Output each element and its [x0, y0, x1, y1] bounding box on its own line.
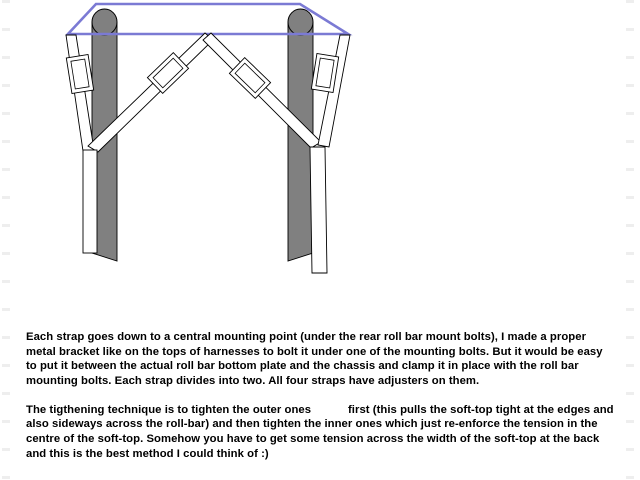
- caption-block: [26, 330, 616, 461]
- roll-bar-left-cap: [92, 9, 117, 35]
- adjuster-outer-left-body: [66, 55, 93, 94]
- mounting-strap-left-band: [83, 150, 97, 253]
- caption-paragraph-2: [26, 403, 616, 461]
- diagram-svg: [0, 0, 400, 300]
- caption-paragraph-2-lead: The tigthening technique is to tighten the outer ones: [26, 403, 312, 416]
- mounting-strap-left: [83, 150, 97, 253]
- caption-paragraph-2-rest: first (this pulls the soft-top tight at the edges and also sideways across the roll-bar) and then tighten the inner ones which just re-enforce the tension in the centre of the soft-top. Somehow you have to get some tension across the width of the soft-top at the back and this is the best method I could think of :): [26, 403, 614, 460]
- strap-outer-left: [66, 35, 94, 151]
- right-edge-artifact: [626, 0, 634, 480]
- roll-bar-right-cap: [288, 9, 313, 35]
- mounting-strap-right-band: [310, 147, 327, 273]
- mounting-strap-right: [310, 147, 327, 273]
- caption-paragraph-1: Each strap goes down to a central mounting point (under the rear roll bar mount bolts), I made a proper metal bracket like on the tops of harnesses to bolt it under one of the mounting bolts. But it would be easy to put it between the actual roll bar bottom plate and the chassis and clamp it in place with the roll bar mounting bolts. Each strap divides into two. All four straps have adjusters on them.: [26, 331, 603, 387]
- strap-outer-left-band: [66, 35, 94, 151]
- roll-bar-strap-diagram: [0, 0, 400, 300]
- adjuster-outer-left: [66, 55, 93, 94]
